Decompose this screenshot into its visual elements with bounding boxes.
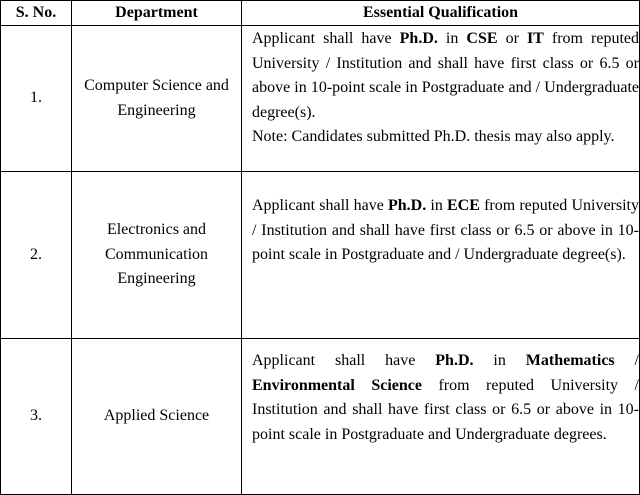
qualification-text xyxy=(252,349,639,447)
qualification-text-part: in xyxy=(426,197,447,214)
table-row xyxy=(1,339,640,495)
header-qualification: Essential Qualification xyxy=(242,1,640,26)
qualification-text-part: from reputed University / Institution and shall have first class or 6.5 or above in 10-point scale in Postgraduate and Undergraduate degrees. xyxy=(252,376,639,443)
qualification-text xyxy=(252,194,639,268)
header-sno: S. No. xyxy=(1,1,72,26)
qualification-note: Note: Candidates submitted Ph.D. thesis may also apply. xyxy=(252,128,615,145)
qualification-text-part: Applicant shall have xyxy=(252,197,388,214)
discipline-label: ECE xyxy=(447,197,480,214)
row-qualification xyxy=(242,172,640,339)
header-department: Department xyxy=(72,1,242,26)
qualification-text xyxy=(252,27,639,125)
row-department xyxy=(72,339,242,495)
degree-label: Ph.D. xyxy=(399,30,438,47)
discipline-label: IT xyxy=(526,30,544,47)
table-row xyxy=(1,172,640,339)
department-label: Computer Science and Engineering xyxy=(84,77,229,119)
department-label: Electronics and Communication Engineering xyxy=(104,221,209,288)
table-header-row xyxy=(1,1,640,26)
row-department xyxy=(72,26,242,172)
row-department xyxy=(72,172,242,339)
table-row xyxy=(1,26,640,172)
degree-label: Ph.D. xyxy=(435,352,474,369)
department-label: Applied Science xyxy=(103,407,210,425)
qualification-text-part: or xyxy=(497,30,527,47)
discipline-label: Environmental Science xyxy=(252,376,422,394)
row-sno: 2. xyxy=(1,172,72,339)
qualification-text-part: from reputed University / Institution and shall have first class or 6.5 or above in 10-point scale in Postgraduate and / Undergraduate degree(s). xyxy=(252,30,640,121)
row-sno: 3. xyxy=(1,339,72,495)
qualification-text-part: from reputed University / Institution and shall have first class or 6.5 or above in 10-point scale in Postgraduate and / Undergraduate degree(s). xyxy=(252,197,640,263)
qualification-text-part: Applicant shall have xyxy=(252,352,436,369)
qualification-text-part: / xyxy=(614,352,639,369)
qualification-text-part: Applicant shall have xyxy=(252,30,400,47)
qualification-text-part: in xyxy=(473,352,526,369)
degree-label: Ph.D. xyxy=(388,197,427,214)
discipline-label: Mathematics xyxy=(525,352,615,369)
row-qualification xyxy=(242,26,640,172)
discipline-label: CSE xyxy=(466,30,498,47)
row-qualification xyxy=(242,339,640,495)
qualification-text-part: in xyxy=(437,30,467,47)
row-sno: 1. xyxy=(1,26,72,172)
